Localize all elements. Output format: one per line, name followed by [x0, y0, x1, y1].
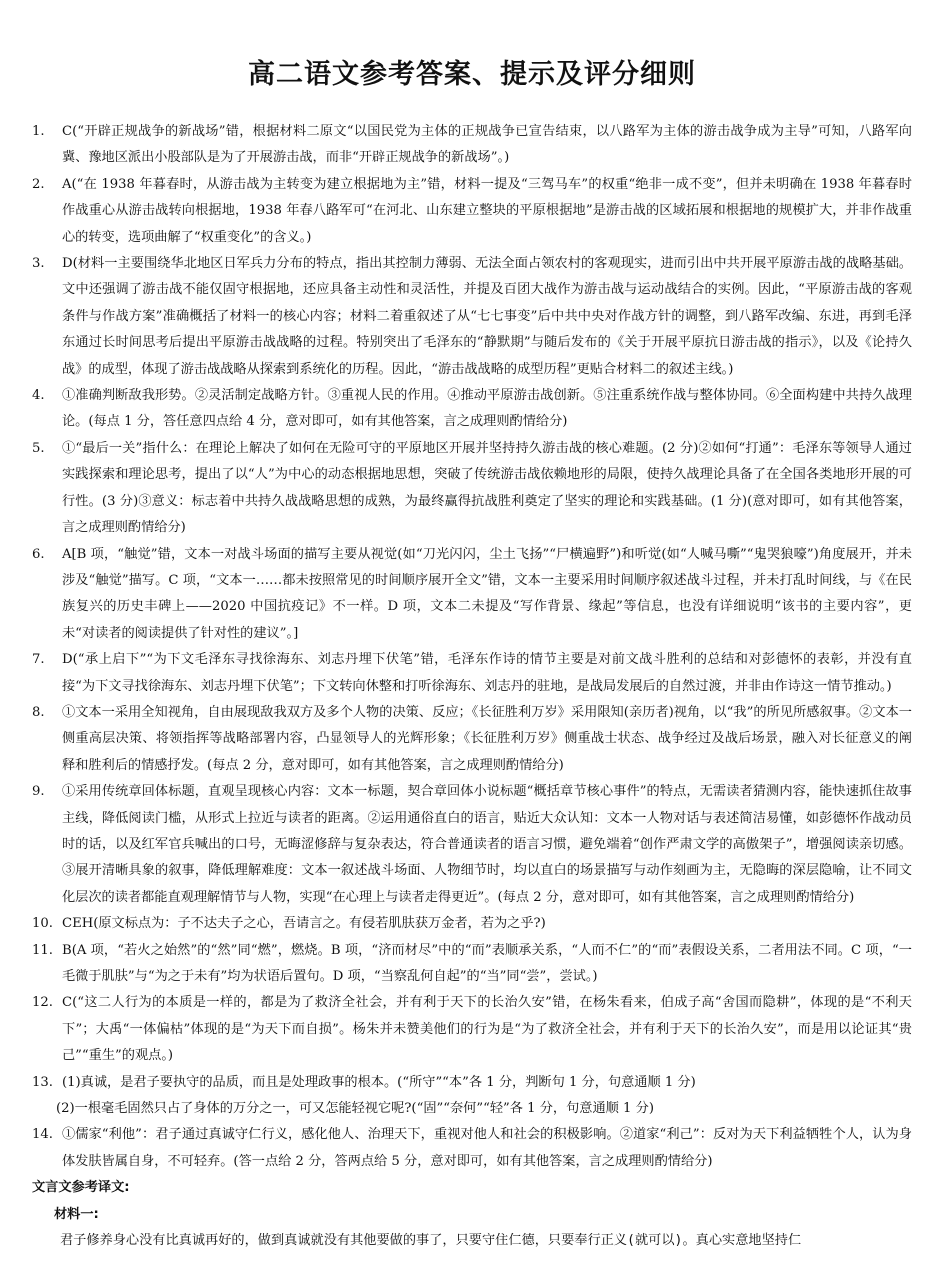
- translation-heading: 文言文参考译文:: [32, 1180, 130, 1196]
- answer-item: [32, 990, 912, 1069]
- material-heading: 材料一:: [54, 1206, 99, 1222]
- item-text: ①准确判断敌我形势。②灵活制定战略方针。③重视人民的作用。④推动平原游击战创新。⑤注重系统作战与整体协同。⑥全面构建中共持久战理论。(每点 1 分，答任意四点给 4 分，意对即可，如有其他答案，言之成理则酌情给分): [62, 388, 912, 430]
- answer-item: [32, 383, 912, 436]
- item-text: CEH(原文标点为：子不达夫子之心，吾请言之。有侵若肌肤获万金者，若为之乎?): [62, 916, 546, 932]
- item-text: D(材料一主要围绕华北地区日军兵力分布的特点，指出其控制力薄弱、无法全面占领农村的客观现实，进而引出中共开展平原游击战的战略基础。文中还强调了游击战不能仅固守根据地，还应具备主动性和灵活性，并提及百团大战作为游击战与运动战结合的实例。因此，“平原游击战的客观条件与作战方案”准确概括了材料一的核心内容；材料二着重叙述了从“七七事变”后中共中央对作战方针的调整，到八路军改编、东进，再到毛泽东通过长时间思考后提出平原游击战战略的过程。特别突出了毛泽东的“静默期”与随后发布的《关于开展平原抗日游击战的指示》，以及《论持久战》的成型，体现了游击战战略从探索到系统化的历程。因此，“游击战战略的成型历程”更贴合材料二的叙述主线。): [62, 256, 912, 377]
- page-title: 高二语文参考答案、提示及评分细则: [248, 59, 696, 90]
- item-text: ①采用传统章回体标题，直观呈现核心内容：文本一标题，契合章回体小说标题“概括章节核心事件”的特点，无需读者猜测内容，能快速抓住故事主线，降低阅读门槛，从形式上拉近与读者的距离。②运用通俗直白的语言，贴近大众认知：文本一人物对话与表述简洁易懂，如彭德怀作战动员时的话，以及红军官兵喊出的口号，无晦涩修辞与复杂表达，符合普通读者的语言习惯，避免端着“创作严肃文学的高傲架子”，增强阅读亲切感。③展开清晰具象的叙事，降低理解难度：文本一叙述战斗场面、人物细节时，均以直白的场景描写与动作刻画为主，无隐晦的深层隐喻，让不同文化层次的读者都能直观理解情节与人物，实现“在心理上与读者走得更近”。(每点 2 分，意对即可，如有其他答案，言之成理则酌情给分): [62, 784, 912, 905]
- item-text: (1)真诚，是君子要执守的品质，而且是处理政事的根本。(“所守”“本”各 1 分，判断句 1 分，句意通顺 1 分): [62, 1074, 696, 1090]
- item-text: A(“在 1938 年暮春时，从游击战为主转变为建立根据地为主”错，材料一提及“三驾马车”的权重“绝非一成不变”，但并未明确在 1938 年暮春时作战重心从游击战转向根据地，1938 年春八路军可“在河北、山东建立整块的平原根据地”是游击战的区域拓展和根据地的规模扩大，并非作战重心的转变，选项曲解了“权重变化”的含义。): [62, 176, 912, 245]
- item-number: 9.: [32, 784, 45, 800]
- item-number: 13.: [32, 1074, 53, 1090]
- item-text: ①“最后一关”指什么：在理论上解决了如何在无险可守的平原地区开展并坚持持久游击战的核心难题。(2 分)②如何“打通”：毛泽东等领导人通过实践探索和理论思考，提出了以“人”为中心的动态根据地思想，突破了传统游击战依赖地形的局限，使持久战理论具备了在全国各类地形开展的可行性。(3 分)③意义：标志着中共持久战战略思想的成熟，为最终赢得抗战胜利奠定了坚实的理论和实践基础。(1 分)(意对即可，如有其他答案，言之成理则酌情给分): [62, 440, 912, 536]
- item-number: 3.: [32, 256, 45, 272]
- answer-item: [32, 436, 912, 542]
- item-number: 11.: [32, 942, 53, 958]
- item-number: 1.: [32, 124, 45, 139]
- answer-item: [32, 938, 912, 991]
- item-text: (2)一根毫毛固然只占了身体的万分之一，可又怎能轻视它呢?(“固”“奈何”“轻”各 1 分，句意通顺 1 分): [56, 1101, 654, 1117]
- answer-item: [32, 779, 912, 911]
- item-text: D(“承上启下”“为下文毛泽东寻找徐海东、刘志丹埋下伏笔”错，毛泽东作诗的情节主要是对前文战斗胜利的总结和对彭德怀的表彰，并没有直接“为下文寻找徐海东、刘志丹埋下伏笔”；下文转向休整和打听徐海东、刘志丹的驻地，是战局发展后的自然过渡，并非由作诗这一情节推动。): [62, 652, 912, 694]
- item-number: 12.: [32, 995, 53, 1011]
- answer-item: [32, 251, 912, 383]
- item-number: 6.: [32, 546, 45, 562]
- item-text: ①儒家“利他”：君子通过真诚守仁行义，感化他人、治理天下，重视对他人和社会的积极影响。②道家“利己”：反对为天下利益牺牲个人，认为身体发肤皆属自身，不可轻弃。(答一点给 2 分，答两点给 5 分，意对即可，如有其他答案，言之成理则酌情给分): [62, 1127, 912, 1169]
- item-text: C(“这二人行为的本质是一样的，都是为了救济全社会，并有利于天下的长治久安”错，在杨朱看来，伯成子高“舍国而隐耕”，体现的是“不利天下”；大禹“一体偏枯”体现的是“为天下而自损”。杨朱并未赞美他们的行为是“为了救济全社会，并有利于天下的长治久安”，而是用以论证其“贵己”“重生”的观点。): [62, 995, 912, 1064]
- item-number: 10.: [32, 916, 53, 932]
- item-number: 7.: [32, 652, 45, 668]
- item-text: ①文本一采用全知视角，自由展现敌我双方及多个人物的决策、反应；《长征胜利万岁》采用限知(亲历者)视角，以“我”的所见所感叙事。②文本一侧重高层决策、将领指挥等战略部署内容，凸显领导人的光辉形象；《长征胜利万岁》侧重战士状态、战争经过及战后场景，融入对长征意义的阐释和胜利后的情感抒发。(每点 2 分，意对即可，如有其他答案，言之成理则酌情给分): [62, 704, 912, 773]
- answer-item: [32, 1122, 912, 1175]
- answer-item-subpart: [32, 1096, 912, 1122]
- answer-item: [32, 1070, 912, 1096]
- item-text: B(A 项，“若火之始然”的“然”同“燃”，燃烧。B 项，“济而材尽”中的“而”表顺承关系，“人而不仁”的“而”表假设关系，二者用法不同。C 项，“一毛微于肌肤”与“为之于未有”均为状语后置句。D 项，“当察乱何自起”的“当”同“尝”，尝试。): [62, 942, 912, 984]
- answer-item: [32, 647, 912, 700]
- item-number: 8.: [32, 704, 45, 720]
- translation-paragraph: 君子修养身心没有比真诚再好的，做到真诚就没有其他要做的事了，只要守住仁德，只要奉行正义(就可以)。真心实意地坚持仁: [60, 1233, 802, 1249]
- item-number: 4.: [32, 388, 45, 404]
- item-number: 2.: [32, 176, 45, 192]
- answer-item: [32, 542, 912, 648]
- item-text: C(“开辟正规战争的新战场”错，根据材料二原文“以国民党为主体的正规战争已宣告结束，以八路军为主体的游击战争成为主导”可知，八路军向冀、豫地区派出小股部队是为了开展游击战，而非“开辟正规战争的新战场”。): [62, 124, 912, 166]
- item-number: 5.: [32, 440, 45, 456]
- item-text: A[B 项，“触觉”错，文本一对战斗场面的描写主要从视觉(如“刀光闪闪，尘土飞扬”“尸横遍野”)和听觉(如“人喊马嘶”“鬼哭狼嚎”)角度展开，并未涉及“触觉”描写。C 项，“文本一……都未按照常见的时间顺序展开全文”错，文本一主要采用时间顺序叙述战斗过程，并未打乱时间线，与《在民族复兴的历史丰碑上——2020 中国抗疫记》不一样。D 项，文本二未提及“写作背景、缘起”等信息，也没有详细说明“该书的主要内容”，更未“对读者的阅读提供了针对性的建议”。]: [62, 546, 912, 641]
- answer-item: [32, 911, 912, 937]
- answer-item: [32, 172, 912, 251]
- answer-item: [32, 700, 912, 779]
- item-number: 14.: [32, 1127, 53, 1143]
- answer-item: [32, 119, 912, 172]
